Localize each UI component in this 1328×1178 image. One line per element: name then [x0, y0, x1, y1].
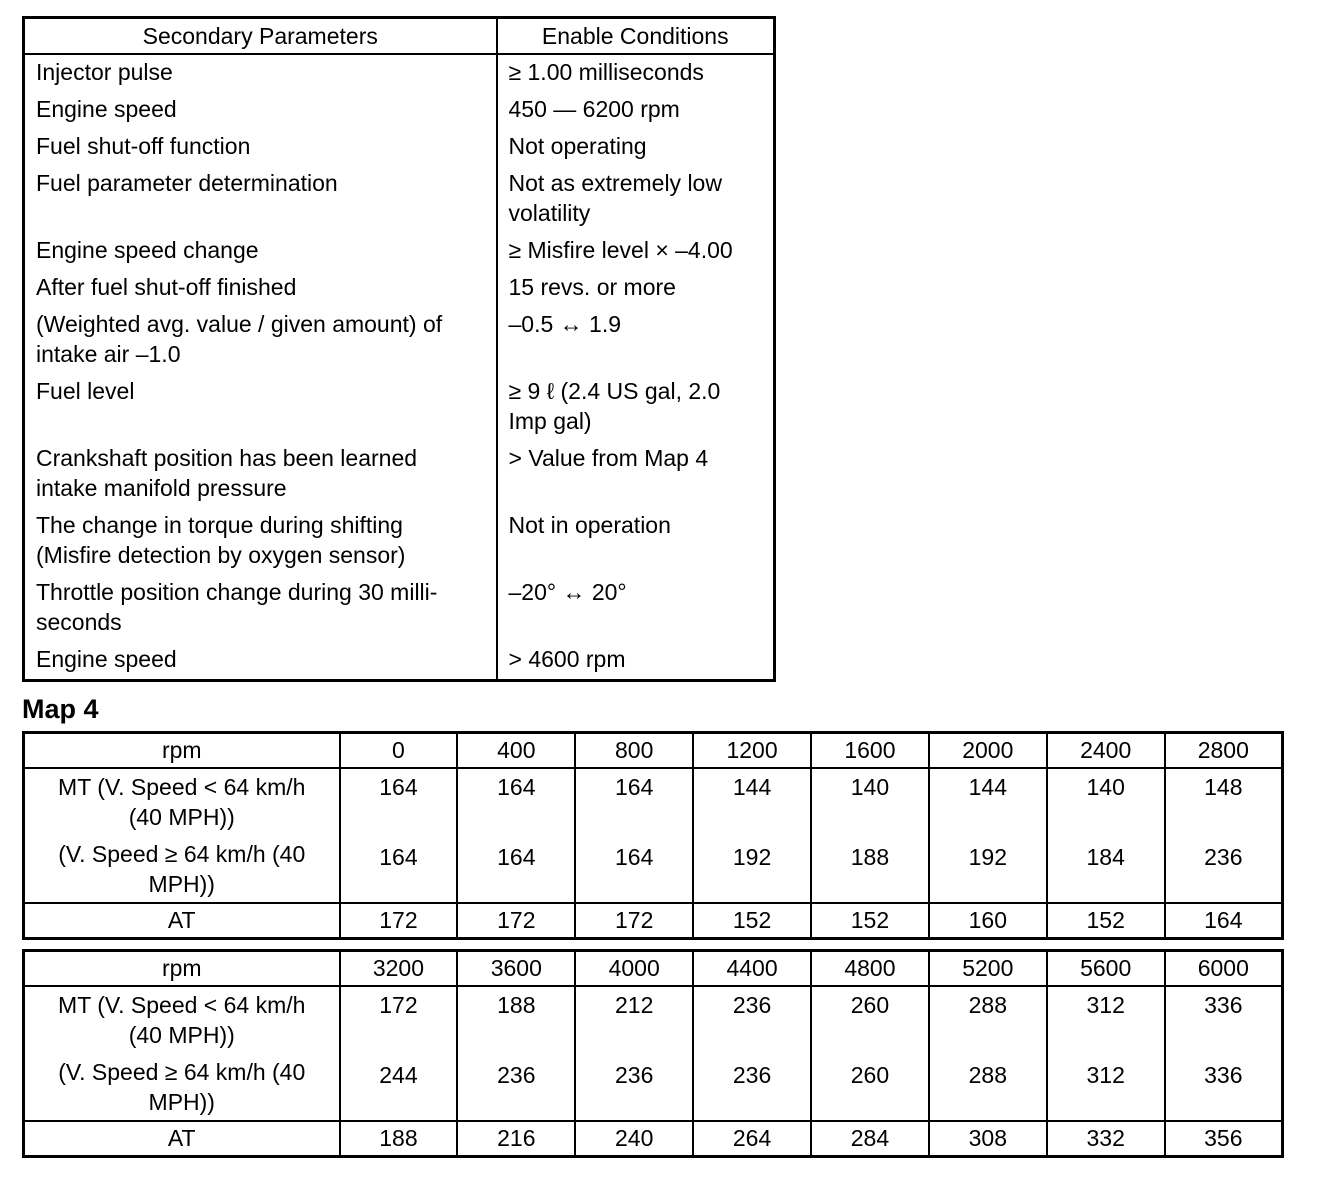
condition-cell: ≥ 1.00 milliseconds: [508, 59, 704, 85]
mt-values: 164 164: [457, 768, 575, 903]
rpm-value: 3600: [457, 951, 575, 987]
at-value: 172: [575, 903, 693, 939]
table-row: [24, 233, 775, 270]
mt-values: 164 164: [340, 768, 458, 903]
rpm-label: rpm: [24, 733, 340, 769]
rpm-value: 2400: [1047, 733, 1165, 769]
condition-cell: 15 revs. or more: [508, 274, 676, 300]
mt-label: [24, 768, 340, 903]
table-row: [24, 129, 775, 166]
rpm-label: rpm: [24, 951, 340, 987]
condition-cell: Not operating: [508, 133, 647, 159]
mt-label-high-speed: (V. Speed ≥ 64 km/h (40 MPH)): [58, 841, 306, 898]
at-value: 172: [340, 903, 458, 939]
rpm-row: [24, 733, 1283, 769]
at-value: 152: [811, 903, 929, 939]
at-value: 332: [1047, 1121, 1165, 1157]
table-row: [24, 508, 775, 575]
at-value: 152: [693, 903, 811, 939]
param-cell: Engine speed change: [24, 233, 497, 270]
rpm-value: 3200: [340, 951, 458, 987]
condition-cell: –20° ↔ 20°: [508, 579, 627, 605]
table-row: [24, 441, 775, 508]
at-value: 284: [811, 1121, 929, 1157]
at-value: 308: [929, 1121, 1047, 1157]
mt-label-high-speed: (V. Speed ≥ 64 km/h (40 MPH)): [58, 1059, 306, 1116]
at-value: 356: [1165, 1121, 1283, 1157]
param-cell: Fuel shut-off function: [24, 129, 497, 166]
param-cell: The change in torque during shifting (Misfire detection by oxygen sensor): [24, 508, 497, 575]
mt-values: 164 164: [575, 768, 693, 903]
table-row: [24, 307, 775, 374]
at-value: 172: [457, 903, 575, 939]
param-cell: Fuel level: [24, 374, 497, 441]
at-value: 216: [457, 1121, 575, 1157]
mt-row: [24, 768, 1283, 903]
condition-cell: > 4600 rpm: [508, 646, 626, 672]
rpm-value: 5600: [1047, 951, 1165, 987]
map4-title: Map 4: [22, 694, 99, 724]
rpm-value: 1600: [811, 733, 929, 769]
at-value: 188: [340, 1121, 458, 1157]
rpm-value: 4800: [811, 951, 929, 987]
table-row: [24, 642, 775, 681]
mt-values: 260 260: [811, 986, 929, 1121]
condition-cell: ≥ 9 ℓ (2.4 US gal, 2.0 Imp gal): [508, 378, 721, 434]
condition-cell: Not as extremely low volatility: [508, 170, 722, 226]
condition-cell: Not in operation: [508, 512, 671, 538]
param-cell: Fuel parameter determination: [24, 166, 497, 233]
mt-values: 212 236: [575, 986, 693, 1121]
rpm-value: 400: [457, 733, 575, 769]
param-cell: After fuel shut-off finished: [24, 270, 497, 307]
header-enable-conditions: Enable Conditions: [497, 18, 775, 55]
table-row: [24, 575, 775, 642]
rpm-value: 2800: [1165, 733, 1283, 769]
at-value: 240: [575, 1121, 693, 1157]
map4-table-high-rpm: [22, 949, 1284, 1158]
mt-values: 148 236: [1165, 768, 1283, 903]
rpm-value: 4000: [575, 951, 693, 987]
param-cell: Engine speed: [24, 92, 497, 129]
mt-label-low-speed: MT (V. Speed < 64 km/h (40 MPH)): [58, 774, 306, 831]
at-value: 164: [1165, 903, 1283, 939]
param-cell: (Weighted avg. value / given amount) of intake air –1.0: [24, 307, 497, 374]
map4-table-low-rpm: [22, 731, 1284, 940]
mt-values: 172 244: [340, 986, 458, 1121]
table-row: [24, 374, 775, 441]
condition-cell: > Value from Map 4: [508, 445, 709, 471]
rpm-value: 4400: [693, 951, 811, 987]
at-row: [24, 903, 1283, 939]
mt-values: 312 312: [1047, 986, 1165, 1121]
param-cell: Throttle position change during 30 milli- seconds: [24, 575, 497, 642]
mt-values: 236 236: [693, 986, 811, 1121]
condition-cell: –0.5 ↔ 1.9: [508, 311, 622, 337]
mt-values: 140 184: [1047, 768, 1165, 903]
at-label: AT: [167, 906, 196, 933]
table-header-row: [24, 18, 775, 55]
rpm-value: 0: [340, 733, 458, 769]
condition-cell: ≥ Misfire level × –4.00: [508, 237, 733, 263]
mt-values: 144 192: [693, 768, 811, 903]
table-row: [24, 92, 775, 129]
rpm-value: 1200: [693, 733, 811, 769]
mt-values: 336 336: [1165, 986, 1283, 1121]
mt-label: [24, 986, 340, 1121]
at-value: 152: [1047, 903, 1165, 939]
mt-values: 288 288: [929, 986, 1047, 1121]
table-row: [24, 166, 775, 233]
rpm-value: 5200: [929, 951, 1047, 987]
at-value: 264: [693, 1121, 811, 1157]
rpm-value: 800: [575, 733, 693, 769]
mt-label-low-speed: MT (V. Speed < 64 km/h (40 MPH)): [58, 992, 306, 1049]
mt-values: 144 192: [929, 768, 1047, 903]
mt-row: [24, 986, 1283, 1121]
secondary-parameters-table: [22, 16, 776, 682]
at-row: [24, 1121, 1283, 1157]
rpm-value: 2000: [929, 733, 1047, 769]
at-label: AT: [167, 1124, 196, 1151]
condition-cell: 450 — 6200 rpm: [508, 96, 680, 122]
param-cell: Injector pulse: [24, 54, 497, 92]
at-value: 160: [929, 903, 1047, 939]
mt-values: 140 188: [811, 768, 929, 903]
param-cell: Engine speed: [24, 642, 497, 681]
header-secondary-parameters: Secondary Parameters: [24, 18, 497, 55]
mt-values: 188 236: [457, 986, 575, 1121]
rpm-value: 6000: [1165, 951, 1283, 987]
table-row: [24, 54, 775, 92]
rpm-row: [24, 951, 1283, 987]
param-cell: Crankshaft position has been learned intake manifold pressure: [24, 441, 497, 508]
table-row: [24, 270, 775, 307]
